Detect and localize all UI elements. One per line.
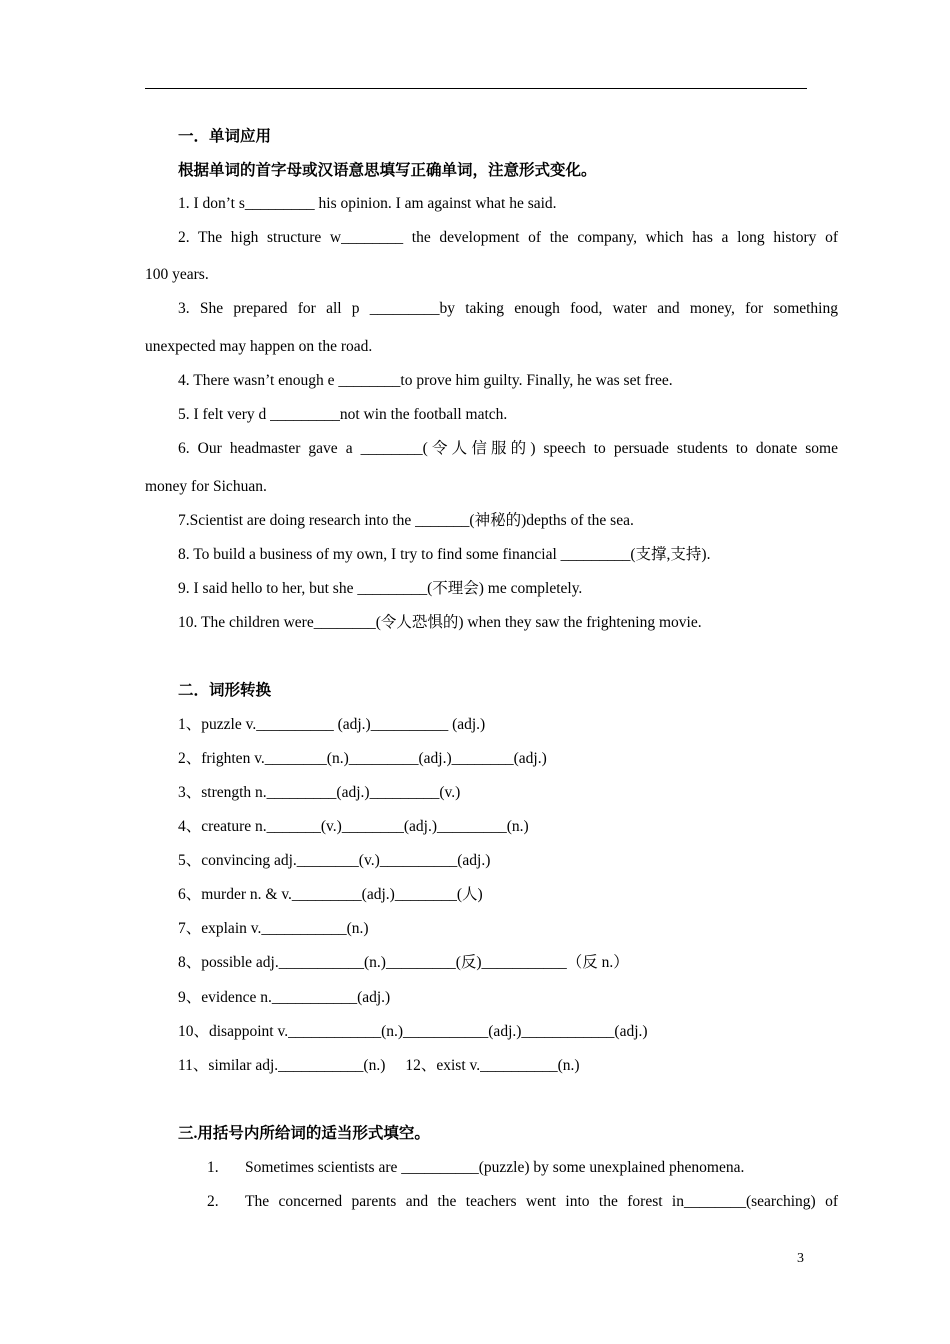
s3-q2-number: 2. — [207, 1193, 219, 1210]
s1-item-7: 7.Scientist are doing research into the _______(神秘的)depths of the sea. — [178, 512, 634, 529]
s1-item-1: 1. I don’t s_________ his opinion. I am against what he said. — [178, 195, 557, 212]
s2-item-9: 9、evidence n.___________(adj.) — [178, 989, 391, 1006]
s1-item-6: 6. Our headmaster gave a ________(令人信服的) speech to persuade students to donate some — [178, 440, 838, 457]
s3-q1-number: 1. — [207, 1159, 219, 1176]
section3-title: 三.用括号内所给词的适当形式填空。 — [178, 1125, 430, 1142]
s2-item-1: 1、puzzle v.__________ (adj.)__________ (adj.) — [178, 716, 486, 733]
s1-item-6-cont: money for Sichuan. — [145, 478, 267, 495]
s2-item-12: 12、exist v.__________(n.) — [405, 1057, 580, 1074]
s2-item-7: 7、explain v.___________(n.) — [178, 920, 369, 937]
s1-item-8: 8. To build a business of my own, I try to find some financial _________(支撑,支持). — [178, 546, 711, 563]
s2-item-10: 10、disappoint v.____________(n.)___________(adj.)____________(adj.) — [178, 1023, 648, 1040]
section1-instruction: 根据单词的首字母或汉语意思填写正确单词，注意形式变化。 — [178, 162, 597, 179]
section1-title: 一．单词应用 — [178, 128, 272, 145]
s1-item-3: 3. She prepared for all p _________by taking enough food, water and money, for something — [178, 300, 838, 317]
s2-item-6: 6、murder n. & v._________(adj.)________(人) — [178, 886, 483, 903]
s2-item-11: 11、similar adj.___________(n.) — [178, 1057, 386, 1074]
s1-item-9: 9. I said hello to her, but she _________(不理会) me completely. — [178, 580, 583, 597]
s2-item-2: 2、frighten v.________(n.)_________(adj.)________(adj.) — [178, 750, 547, 767]
s3-q2-text: The concerned parents and the teachers went into the forest in________(searching) of — [245, 1193, 838, 1210]
s2-item-3: 3、strength n._________(adj.)_________(v.) — [178, 784, 461, 801]
s2-item-5: 5、convincing adj.________(v.)__________(adj.) — [178, 852, 491, 869]
s1-item-3-cont: unexpected may happen on the road. — [145, 338, 373, 355]
s2-item-8: 8、possible adj.___________(n.)_________(反)___________（反 n.） — [178, 954, 629, 971]
s1-item-10: 10. The children were________(令人恐惧的) when they saw the frightening movie. — [178, 614, 702, 631]
page-number: 3 — [797, 1251, 804, 1266]
s1-item-4: 4. There wasn’t enough e ________to prove him guilty. Finally, he was set free. — [178, 372, 673, 389]
s3-q1-text: Sometimes scientists are __________(puzzle) by some unexplained phenomena. — [245, 1159, 745, 1176]
s1-item-2: 2. The high structure w________ the development of the company, which has a long history of — [178, 229, 838, 246]
section2-title: 二．词形转换 — [178, 682, 272, 699]
s1-item-2-cont: 100 years. — [145, 266, 209, 283]
header-rule — [145, 88, 807, 89]
s1-item-5: 5. I felt very d _________not win the football match. — [178, 406, 508, 423]
s2-item-11-12 — [178, 1056, 580, 1076]
s2-item-4: 4、creature n._______(v.)________(adj.)_________(n.) — [178, 818, 529, 835]
